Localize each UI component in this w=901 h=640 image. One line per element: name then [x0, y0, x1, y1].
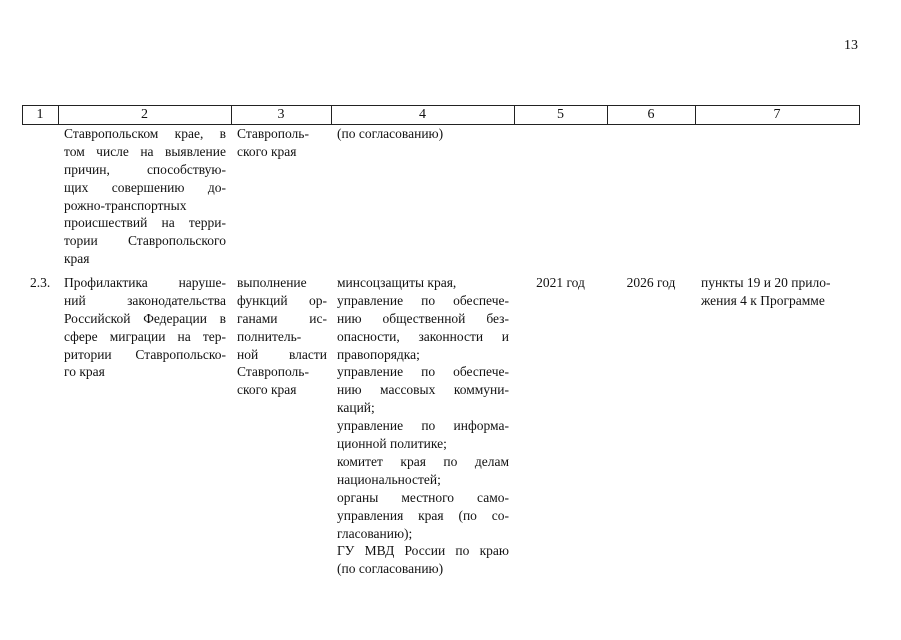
text-line: управления края (по со-	[337, 507, 509, 523]
text-line: нию массовых коммуни-	[337, 382, 509, 398]
text-line: правопорядка;	[337, 346, 420, 362]
header-divider	[859, 105, 860, 125]
text-line: ского края	[237, 143, 297, 159]
text-line: Профилактика наруше-	[64, 275, 226, 290]
text-line: рожно-транспортных	[64, 197, 187, 213]
text-line: (по согласованию)	[337, 126, 444, 141]
text-line: щих совершению до-	[64, 179, 226, 195]
text-line: том числе на выявление	[64, 143, 226, 159]
text-line: жения 4 к Программе	[701, 292, 825, 308]
text-line: Ставрополь-	[237, 126, 309, 141]
text-line: пункты 19 и 20 прило-	[701, 275, 831, 290]
text-line: ной власти	[237, 346, 327, 362]
text-line: ционной политике;	[337, 436, 447, 452]
row-number: 2.3.	[30, 275, 51, 290]
text-line: причин, способствую-	[64, 161, 226, 177]
text-line: гласованию);	[337, 525, 413, 541]
text-line: сфере миграции на тер-	[64, 328, 226, 344]
text-line: Ставропольском крае, в	[64, 126, 226, 141]
text-line: происшествий на терри-	[64, 215, 226, 231]
row-start-year: 2021 год	[536, 275, 585, 290]
header-cell-4: 4	[419, 107, 426, 122]
text-line: минсоцзащиты края,	[337, 275, 457, 290]
text-line: ского края	[237, 382, 297, 398]
text-line: функций ор-	[237, 292, 327, 308]
row-description	[64, 274, 226, 381]
text-line: органы местного само-	[337, 489, 509, 505]
text-line: полнитель-	[237, 328, 302, 344]
text-line: Ставрополь-	[237, 364, 309, 380]
row-executors	[337, 274, 509, 578]
text-line: (по согласованию)	[337, 561, 444, 577]
row-end-year: 2026 год	[626, 275, 676, 290]
header-cell-3: 3	[277, 107, 285, 122]
header-cell-1: 1	[36, 107, 44, 122]
text-line: ГУ МВД России по краю	[337, 543, 509, 559]
row-reference	[701, 274, 857, 310]
text-line: комитет края по делам	[337, 453, 509, 469]
text-line: нию общественной без-	[337, 310, 509, 326]
header-cell-7: 7	[773, 107, 781, 122]
text-line: управление по обеспече-	[337, 364, 509, 380]
text-line: тории Ставропольского	[64, 233, 226, 249]
text-line: управление по обеспече-	[337, 292, 509, 308]
text-line: опасности, законности и	[337, 328, 509, 344]
text-line: го края	[64, 364, 105, 380]
header-cell-2: 2	[141, 107, 148, 122]
text-line: ний законодательства	[64, 292, 226, 308]
text-line: управление по информа-	[337, 418, 509, 434]
text-line: каций;	[337, 400, 375, 416]
text-line: ритории Ставропольско-	[64, 346, 226, 362]
text-line: края	[64, 251, 90, 267]
text-line: Российской Федерации в	[64, 310, 226, 326]
text-line: ганами ис-	[237, 310, 327, 326]
header-cell-5: 5	[557, 107, 564, 122]
text-line: выполнение	[237, 275, 307, 290]
page-number: 13	[844, 38, 858, 53]
continuation-col4-text	[337, 125, 509, 143]
continuation-col3-text	[237, 125, 327, 161]
header-cell-6: 6	[647, 107, 655, 122]
continuation-col2-text	[64, 125, 226, 268]
row-executor-type	[237, 274, 327, 399]
text-line: национальностей;	[337, 471, 441, 487]
